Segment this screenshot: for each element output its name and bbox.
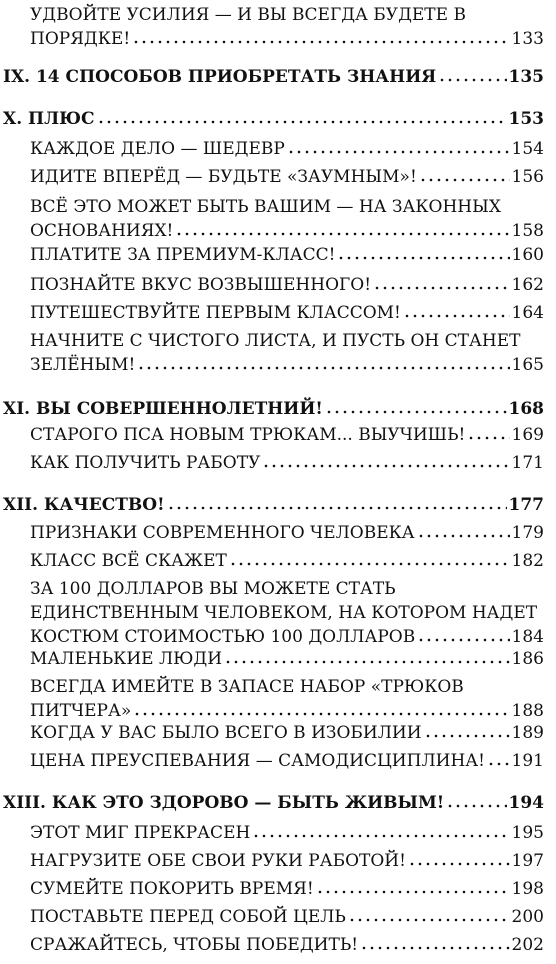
page-number: 171 xyxy=(511,453,544,473)
dot-leader xyxy=(408,862,510,866)
toc-line xyxy=(30,138,544,160)
toc-title: ЦЕНА ПРЕУСПЕВАНИЯ — САМОДИСЦИПЛИНА! xyxy=(30,751,485,771)
dot-leader xyxy=(424,734,510,738)
dot-leader xyxy=(360,946,509,950)
page-number: 177 xyxy=(508,495,544,515)
dot-leader xyxy=(316,890,510,894)
page-number: 186 xyxy=(511,649,544,669)
toc-line xyxy=(30,424,544,446)
toc-title: КАК ПОЛУЧИТЬ РАБОТУ xyxy=(30,453,261,473)
toc-title: ПОРЯДКЕ! xyxy=(30,29,131,49)
toc-title: ПУТЕШЕСТВУЙТЕ ПЕРВЫМ КЛАССОМ! xyxy=(30,303,401,323)
toc-title: X. ПЛЮС xyxy=(3,109,95,129)
toc-title: XI. ВЫ СОВЕРШЕННОЛЕТНИЙ! xyxy=(3,399,323,419)
dot-leader xyxy=(417,638,509,642)
dot-leader xyxy=(403,314,510,318)
page-number: 182 xyxy=(511,551,544,571)
dot-leader xyxy=(229,562,510,566)
dot-leader xyxy=(137,366,509,370)
toc-line xyxy=(30,522,544,544)
page-number: 135 xyxy=(508,67,544,87)
toc-title: ЭТОТ МИГ ПРЕКРАСЕН xyxy=(30,823,251,843)
toc-line xyxy=(3,108,544,130)
toc-title: ПИТЧЕРА» xyxy=(30,701,132,721)
dot-leader xyxy=(348,918,510,922)
dot-leader xyxy=(252,834,509,838)
toc-title: ИДИТЕ ВПЕРЁД — БУДЬТЕ «ЗАУМНЫМ»! xyxy=(30,167,417,187)
page-number: 160 xyxy=(511,245,544,265)
dot-leader xyxy=(417,534,510,538)
toc-line xyxy=(30,354,544,376)
toc-line xyxy=(30,822,544,844)
toc-title: ОСНОВАНИЯХ! xyxy=(30,221,174,241)
toc-title: ЕДИНСТВЕННЫМ ЧЕЛОВЕКОМ, НА КОТОРОМ НАДЕТ xyxy=(30,603,538,623)
page-number: 165 xyxy=(511,355,544,375)
dot-leader xyxy=(224,660,509,664)
page-number: 179 xyxy=(511,523,544,543)
dot-leader xyxy=(133,712,509,716)
dot-leader xyxy=(438,78,506,82)
toc-title: ПОСТАВЬТЕ ПЕРЕД СОБОЙ ЦЕЛЬ xyxy=(30,907,346,927)
toc-line xyxy=(30,750,544,772)
toc-line xyxy=(30,166,544,188)
page-number: 202 xyxy=(511,935,544,955)
dot-leader xyxy=(373,286,510,290)
dot-leader xyxy=(419,178,510,182)
toc-line xyxy=(30,302,544,324)
page-number: 133 xyxy=(511,29,544,49)
toc-line xyxy=(3,494,544,516)
toc-line xyxy=(30,626,544,648)
dot-leader xyxy=(446,804,506,808)
toc-line xyxy=(30,28,544,50)
toc-line xyxy=(30,330,550,352)
dot-leader xyxy=(97,120,507,124)
toc-title: НАЧНИТЕ С ЧИСТОГО ЛИСТА, И ПУСТЬ ОН СТАНЕТ xyxy=(30,331,521,351)
toc-line xyxy=(30,676,550,698)
page-number: 200 xyxy=(511,907,544,927)
toc-title: КОГДА У ВАС БЫЛО ВСЕГО В ИЗОБИЛИИ xyxy=(30,723,422,743)
toc-title: УДВОЙТЕ УСИЛИЯ — И ВЫ ВСЕГДА БУДЕТЕ В xyxy=(30,5,466,25)
toc-title: IX. 14 СПОСОБОВ ПРИОБРЕТАТЬ ЗНАНИЯ xyxy=(3,67,437,87)
page-number: 197 xyxy=(511,851,544,871)
page-number: 164 xyxy=(511,303,544,323)
toc-title: XII. КАЧЕСТВО! xyxy=(3,495,165,515)
page-number: 194 xyxy=(508,793,544,813)
page-number: 191 xyxy=(511,751,544,771)
page-number: 156 xyxy=(511,167,544,187)
toc-line xyxy=(30,700,544,722)
toc-title: ЗА 100 ДОЛЛАРОВ ВЫ МОЖЕТЕ СТАТЬ xyxy=(30,579,396,599)
page-number: 158 xyxy=(511,221,544,241)
toc-title: ЗЕЛЁНЫМ! xyxy=(30,355,136,375)
page-number: 168 xyxy=(508,399,544,419)
dot-leader xyxy=(175,232,509,236)
page-number: 198 xyxy=(511,879,544,899)
toc-title: МАЛЕНЬКИЕ ЛЮДИ xyxy=(30,649,223,669)
toc-line xyxy=(30,550,544,572)
toc-line xyxy=(30,196,550,218)
dot-leader xyxy=(487,762,510,766)
dot-leader xyxy=(167,506,507,510)
toc-line xyxy=(3,398,544,420)
dot-leader xyxy=(325,410,507,414)
toc-title: КОСТЮМ СТОИМОСТЬЮ 100 ДОЛЛАРОВ xyxy=(30,627,416,647)
page-number: 153 xyxy=(508,109,544,129)
toc-line xyxy=(30,274,544,296)
toc-title: XIII. КАК ЭТО ЗДОРОВО — БЫТЬ ЖИВЫМ! xyxy=(3,793,445,813)
toc-title: СТАРОГО ПСА НОВЫМ ТРЮКАМ... ВЫУЧИШЬ! xyxy=(30,425,466,445)
toc-line xyxy=(30,934,544,956)
toc-title: СРАЖАЙТЕСЬ, ЧТОБЫ ПОБЕДИТЬ! xyxy=(30,935,359,955)
page-number: 184 xyxy=(511,627,544,647)
toc-title: СУМЕЙТЕ ПОКОРИТЬ ВРЕМЯ! xyxy=(30,879,314,899)
toc-title: НАГРУЗИТЕ ОБЕ СВОИ РУКИ РАБОТОЙ! xyxy=(30,851,406,871)
toc-line xyxy=(3,792,544,814)
dot-leader xyxy=(287,150,510,154)
toc-line xyxy=(30,850,544,872)
page-number: 169 xyxy=(511,425,544,445)
toc-line xyxy=(30,452,544,474)
toc-line xyxy=(3,66,544,88)
toc-line xyxy=(30,878,544,900)
toc-line xyxy=(30,602,550,624)
dot-leader xyxy=(262,464,509,468)
toc-title: ВСЕГДА ИМЕЙТЕ В ЗАПАСЕ НАБОР «ТРЮКОВ xyxy=(30,677,464,697)
page-number: 154 xyxy=(511,139,544,159)
toc-title: КЛАСС ВСЁ СКАЖЕТ xyxy=(30,551,227,571)
page-number: 188 xyxy=(511,701,544,721)
toc-title: ПОЗНАЙТЕ ВКУС ВОЗВЫШЕННОГО! xyxy=(30,275,372,295)
toc-line xyxy=(30,220,544,242)
dot-leader xyxy=(467,436,509,440)
toc-line xyxy=(30,4,550,26)
page-number: 189 xyxy=(511,723,544,743)
toc-title: КАЖДОЕ ДЕЛО — ШЕДЕВР xyxy=(30,139,285,159)
toc-title: ВСЁ ЭТО МОЖЕТ БЫТЬ ВАШИМ — НА ЗАКОННЫХ xyxy=(30,197,501,217)
dot-leader xyxy=(337,256,509,260)
toc-title: ПЛАТИТЕ ЗА ПРЕМИУМ-КЛАСС! xyxy=(30,245,336,265)
page-number: 195 xyxy=(511,823,544,843)
toc-line xyxy=(30,648,544,670)
toc-title: ПРИЗНАКИ СОВРЕМЕННОГО ЧЕЛОВЕКА xyxy=(30,523,415,543)
page-number: 162 xyxy=(511,275,544,295)
toc-line xyxy=(30,578,550,600)
toc-line xyxy=(30,906,544,928)
dot-leader xyxy=(132,40,509,44)
toc-line xyxy=(30,244,544,266)
toc-line xyxy=(30,722,544,744)
